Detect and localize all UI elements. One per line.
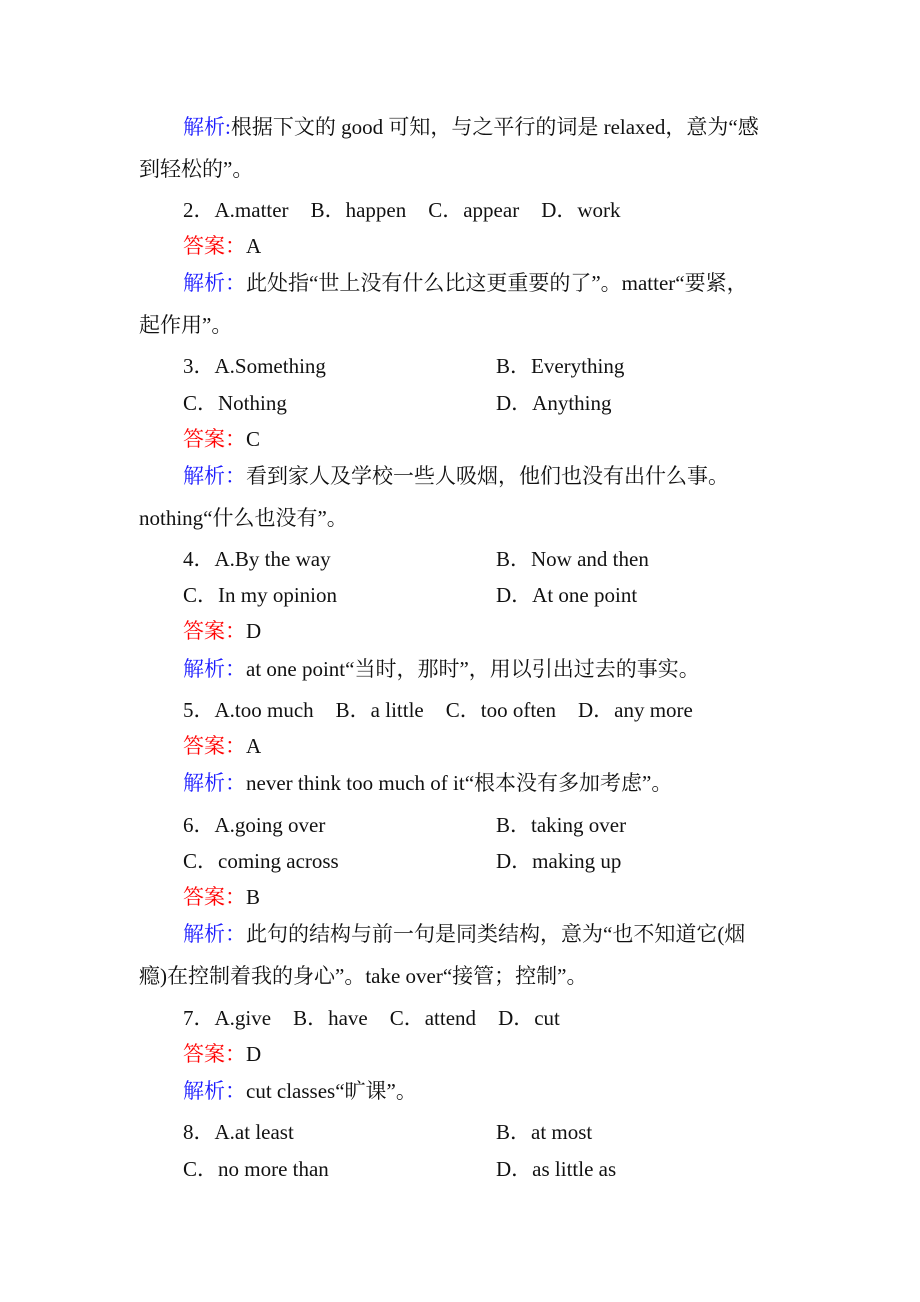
analysis-line	[183, 1078, 417, 1104]
question-number: 7．	[183, 1006, 215, 1030]
option-c: C．no more than	[183, 1157, 329, 1181]
answer-value: B	[246, 885, 261, 909]
option-a: A.give	[214, 1006, 272, 1030]
option-a: A.matter	[214, 198, 289, 222]
answer-label: 答案：	[183, 734, 246, 758]
question-number: 2．	[183, 198, 215, 222]
analysis-label: 解析：	[183, 464, 246, 488]
option-b: B．taking over	[496, 813, 627, 837]
analysis-line	[183, 770, 672, 796]
analysis-label: 解析：	[183, 771, 246, 795]
question-number: 8．	[183, 1120, 215, 1144]
option-b: B．have	[293, 1006, 368, 1030]
analysis-text: 此句的结构与前一句是同类结构，意为“也不知道它(烟	[246, 922, 746, 946]
analysis-text: 根据下文的 good 可知，与之平行的词是 relaxed，意为“感	[230, 115, 759, 139]
analysis-text: at one point“当时，那时”，用以引出过去的事实。	[246, 657, 700, 681]
option-d: D．any more	[577, 698, 693, 722]
analysis-text: 看到家人及学校一些人吸烟，他们也没有出什么事。	[246, 464, 729, 488]
analysis-continuation: 到轻松的”。	[139, 157, 254, 181]
question-7	[183, 1005, 582, 1031]
analysis-continuation: 瘾)在控制着我的身心”。take over“接管；控制”。	[139, 964, 588, 988]
question-8-row2	[183, 1156, 617, 1182]
option-a: A.By the way	[214, 547, 331, 571]
option-c: C．attend	[389, 1006, 477, 1030]
option-c: C．appear	[428, 198, 520, 222]
question-4-row2	[183, 582, 638, 608]
answer-value: D	[246, 1042, 262, 1066]
analysis-label: 解析：	[183, 922, 246, 946]
option-d: D．At one point	[496, 583, 638, 607]
option-b: B．happen	[310, 198, 407, 222]
analysis-label: 解析：	[183, 657, 246, 681]
option-c: C．In my opinion	[183, 583, 338, 607]
option-d: D．as little as	[496, 1157, 617, 1181]
option-a: A.Something	[214, 354, 326, 378]
question-number: 3．	[183, 354, 215, 378]
answer-label: 答案：	[183, 1042, 246, 1066]
analysis-text: never think too much of it“根本没有多加考虑”。	[246, 771, 673, 795]
analysis-line	[183, 114, 759, 140]
answer-line	[183, 426, 260, 452]
option-b: B．Now and then	[496, 547, 649, 571]
option-d: D．making up	[496, 849, 622, 873]
question-5	[183, 697, 715, 723]
answer-line	[183, 884, 260, 910]
option-a: A.going over	[214, 813, 326, 837]
analysis-text: cut classes“旷课”。	[246, 1079, 417, 1103]
analysis-line	[183, 921, 745, 947]
option-b: B．Everything	[496, 354, 625, 378]
answer-label: 答案：	[183, 234, 246, 258]
answer-line	[183, 1041, 261, 1067]
analysis-line	[183, 463, 729, 489]
analysis-label: 解析:	[183, 115, 231, 139]
analysis-label: 解析：	[183, 1079, 246, 1103]
answer-label: 答案：	[183, 427, 246, 451]
analysis-label: 解析：	[183, 271, 246, 295]
answer-line	[183, 733, 261, 759]
answer-value: A	[246, 234, 262, 258]
option-a: A.at least	[214, 1120, 294, 1144]
answer-line	[183, 233, 261, 259]
answer-label: 答案：	[183, 619, 246, 643]
question-2	[183, 197, 643, 223]
option-b: B．a little	[335, 698, 424, 722]
question-8-row1	[183, 1119, 593, 1145]
analysis-line	[183, 656, 700, 682]
question-6-row1	[183, 812, 627, 838]
option-b: B．at most	[496, 1120, 593, 1144]
question-number: 5．	[183, 698, 215, 722]
option-c: C．too often	[445, 698, 556, 722]
analysis-continuation: 起作用”。	[139, 313, 233, 337]
answer-line	[183, 618, 261, 644]
question-number: 4．	[183, 547, 215, 571]
question-6-row2	[183, 848, 622, 874]
question-3-row1	[183, 353, 625, 379]
option-a: A.too much	[214, 698, 314, 722]
option-d: D．cut	[498, 1006, 560, 1030]
answer-label: 答案：	[183, 885, 246, 909]
option-d: D．Anything	[496, 391, 612, 415]
question-number: 6．	[183, 813, 215, 837]
analysis-continuation: nothing“什么也没有”。	[139, 506, 348, 530]
analysis-line	[183, 270, 748, 296]
option-d: D．work	[541, 198, 621, 222]
question-3-row2	[183, 390, 612, 416]
question-4-row1	[183, 546, 649, 572]
answer-value: A	[246, 734, 262, 758]
option-c: C．Nothing	[183, 391, 287, 415]
analysis-text: 此处指“世上没有什么比这更重要的了”。matter“要紧，	[246, 271, 748, 295]
answer-value: C	[246, 427, 261, 451]
answer-value: D	[246, 619, 262, 643]
option-c: C．coming across	[183, 849, 339, 873]
